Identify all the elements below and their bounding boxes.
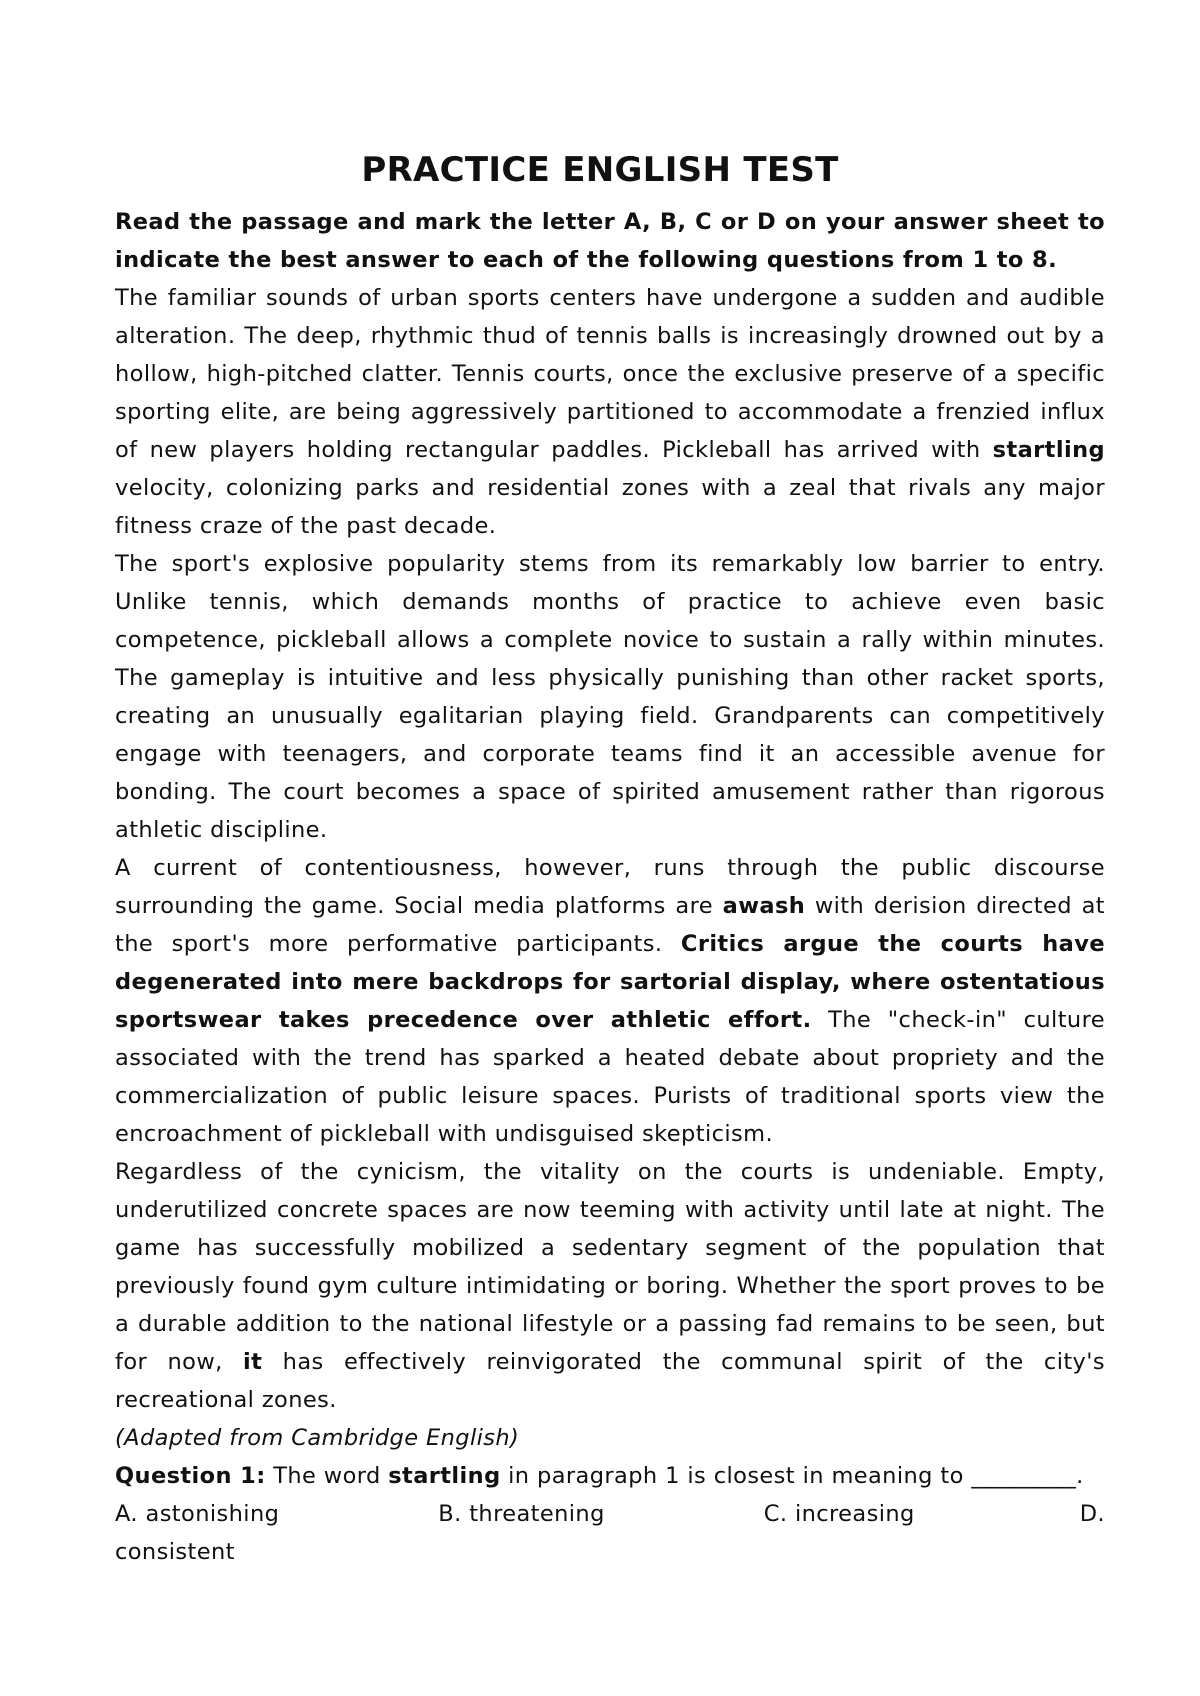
paragraph-3-text-c: The "check-in" culture associated with the trend has sparked a heated debate about propriety and the commercialization of public leisure spaces. Purists of traditional sports view the encroachment of pickleball with undisguised skepticism. [115, 1007, 1105, 1147]
option-a[interactable]: A. astonishing [115, 1501, 280, 1527]
question-1-text-a: The word [265, 1463, 389, 1489]
paragraph-3-text-a: A current of contentiousness, however, runs through the public discourse surrounding the game. Social media platforms are [115, 855, 1105, 919]
question-1 [115, 1457, 1105, 1495]
paragraph-3-text-b: with derision directed at the sport's more performative participants. [115, 893, 1105, 957]
paragraph-3-highlight-awash: awash [722, 893, 806, 919]
document-body [115, 203, 1105, 1571]
paragraph-3 [115, 849, 1105, 1153]
option-c[interactable]: C. increasing [763, 1501, 915, 1527]
question-1-label: Question 1: [115, 1463, 266, 1489]
option-d[interactable]: D. [1079, 1501, 1105, 1527]
page-title: PRACTICE ENGLISH TEST [361, 150, 839, 190]
question-1-text-b: in paragraph 1 is closest in meaning to _________. [500, 1463, 1084, 1489]
instruction-text: Read the passage and mark the letter A, B, C or D on your answer sheet to indicate the best answer to each of the following questions from 1 to 8. [115, 209, 1105, 273]
option-b[interactable]: B. threatening [438, 1501, 605, 1527]
paragraph-1-text-b: velocity, colonizing parks and residential zones with a zeal that rivals any major fitness craze of the past decade. [115, 475, 1105, 539]
paragraph-4-text-b: has effectively reinvigorated the communal spirit of the city's recreational zones. [115, 1349, 1105, 1413]
paragraph-1-highlight-startling: startling [992, 437, 1105, 463]
option-d-continued[interactable]: consistent [115, 1539, 235, 1565]
question-1-keyword: startling [388, 1463, 501, 1489]
paragraph-2: The sport's explosive popularity stems from its remarkably low barrier to entry. Unlike tennis, which demands months of practice to achieve even basic competence, pickleball allows a complete novice to sustain a rally within minutes. The gameplay is intuitive and less physically punishing than other racket sports, creating an unusually egalitarian playing field. Grandparents can competitively engage with teenagers, and corporate teams find it an accessible avenue for bonding. The court becomes a space of spirited amusement rather than rigorous athletic discipline. [115, 551, 1105, 843]
paragraph-4-text-a: Regardless of the cynicism, the vitality on the courts is undeniable. Empty, underutilized concrete spaces are now teeming with activity until late at night. The game has successfully mobilized a sedentary segment of the population that previously found gym culture intimidating or boring. Whether the sport proves to be a durable addition to the national lifestyle or a passing fad remains to be seen, but for now, [115, 1159, 1105, 1375]
paragraph-4-highlight-it: it [243, 1349, 263, 1375]
paragraph-4 [115, 1153, 1105, 1419]
paragraph-3-highlight-critics: Critics argue the courts have degenerated into mere backdrops for sartorial display, where ostentatious sportswear takes precedence over athletic effort. [115, 931, 1105, 1033]
paragraph-1-text-a: The familiar sounds of urban sports centers have undergone a sudden and audible alteration. The deep, rhythmic thud of tennis balls is increasingly drowned out by a hollow, high-pitched clatter. Tennis courts, once the exclusive preserve of a specific sporting elite, are being aggressively partitioned to accommodate a frenzied influx of new players holding rectangular paddles. Pickleball has arrived with [115, 285, 1105, 463]
source-citation: (Adapted from Cambridge English) [115, 1425, 520, 1451]
question-1-options [115, 1495, 1105, 1533]
paragraph-1 [115, 279, 1105, 545]
